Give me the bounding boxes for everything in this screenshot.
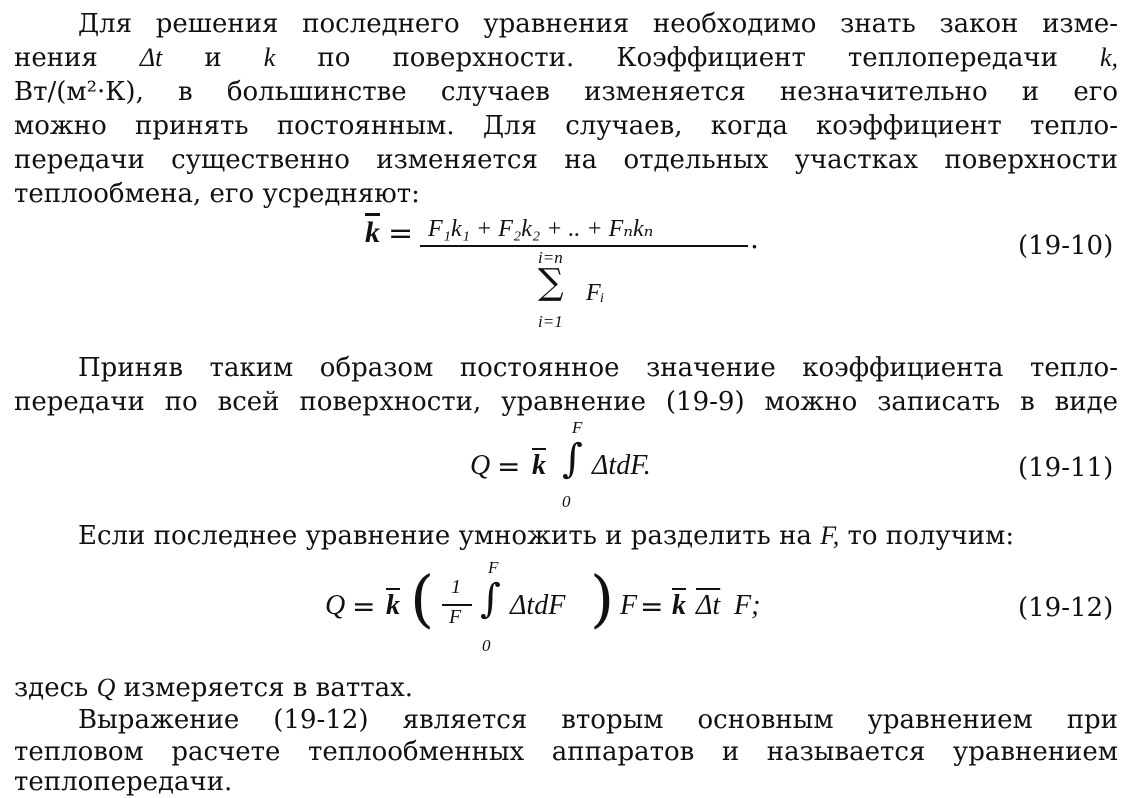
eq-dt-bar: $\overline{\Delta t}$ <box>696 590 721 621</box>
eq-Q: Q <box>470 450 491 481</box>
math-symbol: Q <box>96 673 116 702</box>
eq-Q: Q <box>325 590 346 621</box>
equation-number: (19-12) <box>1018 593 1114 623</box>
paragraph-line: Вт/(м²·К), в большинстве случаев изменяется незначительно и его <box>14 77 1118 107</box>
paragraph-line: передачи существенно изменяется на отдельных участках поверхности <box>14 145 1118 175</box>
math-symbol: Δt <box>139 43 163 72</box>
right-paren: ) <box>590 562 615 635</box>
eq-numerator: F₁k₁ + F₂k₂ + .. + Fₙkₙ <box>428 216 654 242</box>
left-paren: ( <box>410 562 435 635</box>
sum-upper-limit: i=n <box>538 248 563 267</box>
sum-term: Fᵢ <box>586 280 605 306</box>
eq-k-bar: $\overline{k}$ <box>672 590 686 621</box>
integral-sign: ∫ <box>480 576 501 622</box>
integrand: ΔtdF. <box>592 450 651 481</box>
integral-lower-limit: 0 <box>562 492 571 511</box>
frac-denominator: F <box>449 606 462 628</box>
paragraph-line <box>14 42 1118 74</box>
eq-equals: = <box>388 216 414 251</box>
text-span: то получим: <box>847 521 1015 551</box>
equation-number: (19-10) <box>1018 231 1114 261</box>
eq-equals: = <box>352 590 376 623</box>
eq-tail: F; <box>734 590 761 621</box>
eq-k-bar: $\overline{k}$ <box>532 450 546 481</box>
fraction-bar <box>420 245 748 247</box>
paragraph-line <box>14 672 413 704</box>
text-span: Если последнее уравнение умножить и разделить на <box>78 521 812 551</box>
math-symbol: k <box>263 43 276 72</box>
eq-equals: = <box>497 450 521 483</box>
paragraph-line: передачи по всей поверхности, уравнение (19-9) можно записать в виде <box>14 387 1118 417</box>
text-span: здесь <box>14 673 89 703</box>
text-span: измеряется в ваттах. <box>123 673 414 703</box>
sigma-symbol: ∑ <box>538 262 564 303</box>
paragraph-line: теплопередачи. <box>14 767 233 797</box>
eq-F: F <box>620 590 638 621</box>
integral-lower-limit: 0 <box>482 636 491 655</box>
eq-equals: = <box>640 590 664 623</box>
equation-number: (19-11) <box>1018 453 1114 483</box>
eq-k-bar: $\overline{k}$ <box>386 590 400 621</box>
paragraph-line: можно принять постоянным. Для случаев, когда коэффициент тепло- <box>14 111 1118 141</box>
frac-numerator: 1 <box>451 576 461 598</box>
math-symbol: F, <box>820 521 840 550</box>
math-symbol: k, <box>1100 43 1119 72</box>
paragraph-line: тепловом расчете теплообменных аппаратов и называется уравнением <box>14 737 1118 767</box>
text-span: и <box>204 43 222 73</box>
paragraph-line: Приняв таким образом постоянное значение коэффициента тепло- <box>78 353 1118 383</box>
integral-sign: ∫ <box>562 436 583 482</box>
text-span: нения <box>14 43 98 73</box>
integral-upper-limit: F <box>572 418 583 437</box>
eq-dot: . <box>750 222 759 255</box>
paragraph-line: теплообмена, его усредняют: <box>14 179 420 209</box>
sum-lower-limit: i=1 <box>538 312 563 331</box>
integral-upper-limit: F <box>488 558 499 577</box>
paragraph-line: Для решения последнего уравнения необходимо знать закон изме- <box>78 9 1118 39</box>
text-span: по поверхности. Коэффициент теплопередачи <box>317 43 1058 73</box>
paragraph-line: Выражение (19-12) является вторым основным уравнением при <box>78 705 1118 735</box>
eq-k-bar: $\overline{k}$ <box>365 216 380 249</box>
paragraph-line <box>78 520 1014 552</box>
integrand: ΔtdF <box>510 590 566 621</box>
